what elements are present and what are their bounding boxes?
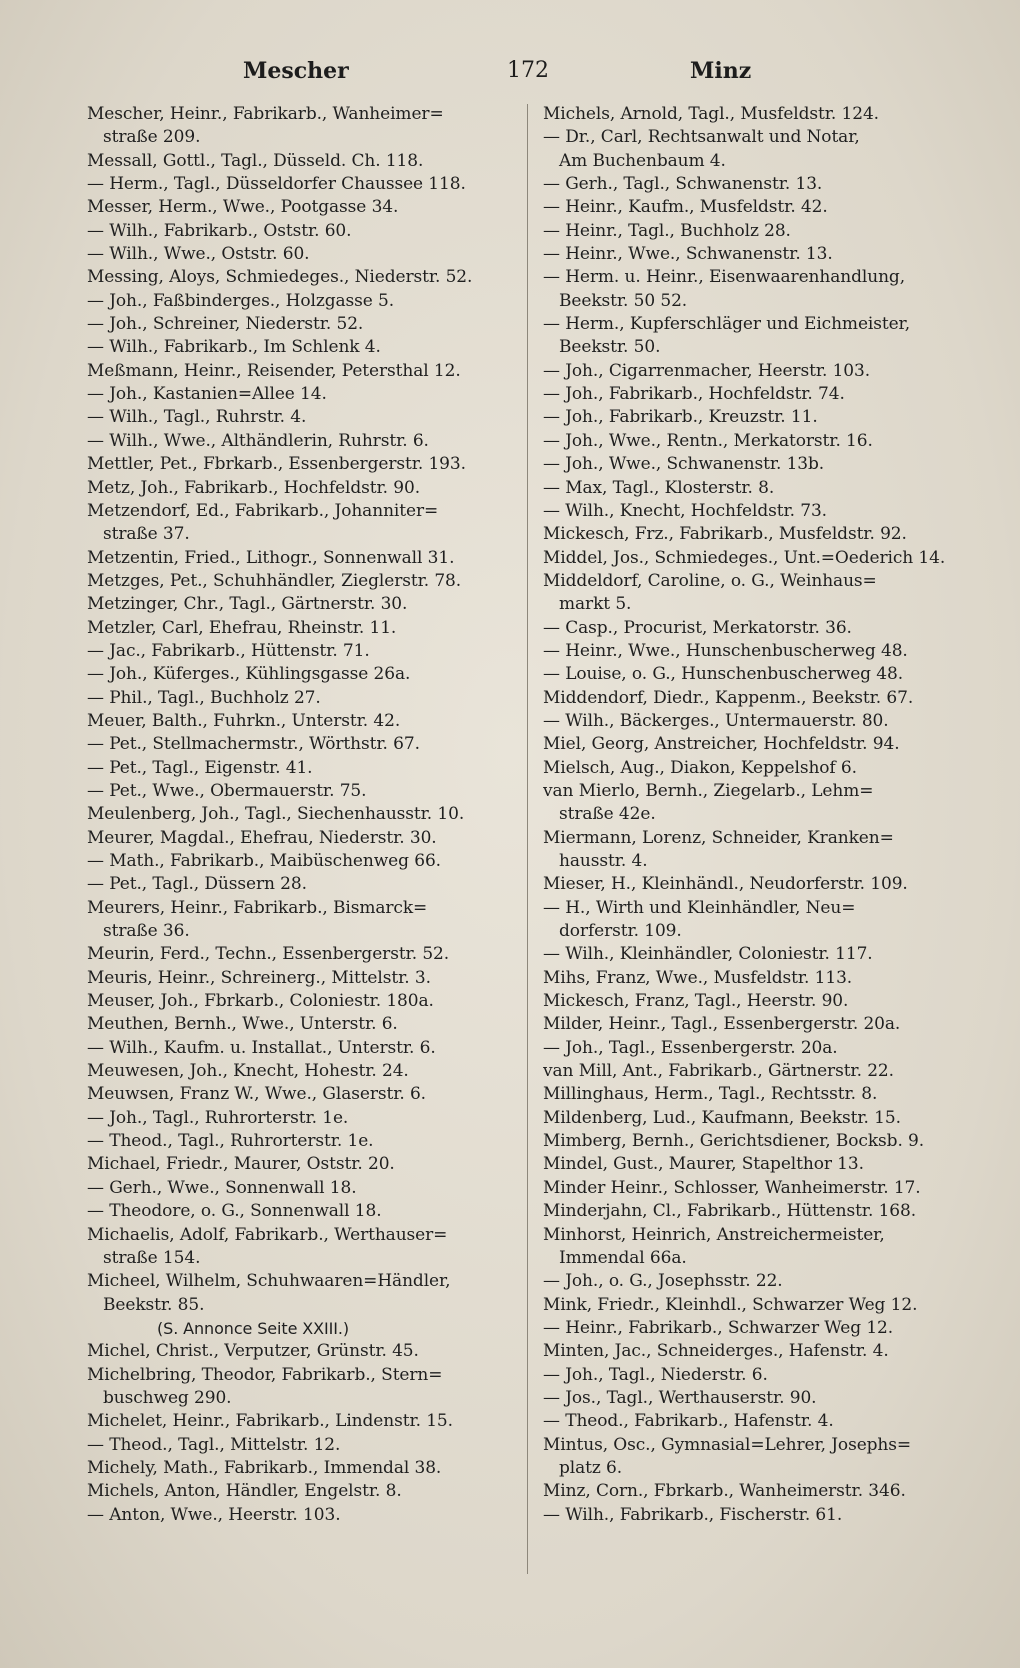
- directory-entry-line: Millinghaus, Herm., Tagl., Rechtsstr. 8.: [543, 1084, 878, 1105]
- directory-entry-line: — Joh., Kastanien=Allee 14.: [87, 384, 327, 405]
- directory-entry-line: Minten, Jac., Schneiderges., Hafenstr. 4.: [543, 1341, 889, 1362]
- directory-entry-line: Mimberg, Bernh., Gerichtsdiener, Bocksb. 9.: [543, 1131, 925, 1152]
- directory-entry-line: Metzinger, Chr., Tagl., Gärtnerstr. 30.: [87, 594, 408, 615]
- directory-entry-line: Mielsch, Aug., Diakon, Keppelshof 6.: [543, 757, 857, 778]
- header-left-catchword: Mescher: [243, 58, 349, 84]
- directory-entry-line: Meurers, Heinr., Fabrikarb., Bismarck=: [87, 897, 428, 918]
- directory-entry-line: — Joh., Wwe., Schwanenstr. 13b.: [543, 454, 825, 475]
- directory-entry-line: — Phil., Tagl., Buchholz 27.: [87, 687, 321, 708]
- directory-entry-line: — Max, Tagl., Klosterstr. 8.: [543, 477, 775, 498]
- directory-entry-line: — Pet., Stellmachermstr., Wörthstr. 67.: [87, 734, 420, 755]
- directory-entry-line: — Theodore, o. G., Sonnenwall 18.: [87, 1201, 382, 1222]
- directory-entry-line: Mindel, Gust., Maurer, Stapelthor 13.: [543, 1154, 864, 1175]
- directory-entry-line: platz 6.: [559, 1457, 623, 1478]
- directory-entry-line: — Joh., Fabrikarb., Kreuzstr. 11.: [543, 407, 818, 428]
- directory-entry-line: Michael, Friedr., Maurer, Oststr. 20.: [87, 1154, 395, 1175]
- directory-entry-line: — Wilh., Wwe., Oststr. 60.: [87, 244, 310, 265]
- directory-entry-line: — Wilh., Knecht, Hochfeldstr. 73.: [543, 500, 827, 521]
- directory-entry-line: Minderjahn, Cl., Fabrikarb., Hüttenstr. 168.: [543, 1201, 917, 1222]
- directory-entry-line: — Heinr., Tagl., Buchholz 28.: [543, 220, 791, 241]
- directory-entry-line: — Joh., Tagl., Ruhrorterstr. 1e.: [87, 1107, 349, 1128]
- directory-entry-line: — Jos., Tagl., Werthauserstr. 90.: [543, 1387, 817, 1408]
- directory-entry-line: Mihs, Franz, Wwe., Musfeldstr. 113.: [543, 967, 853, 988]
- directory-entry-line: — Heinr., Wwe., Schwanenstr. 13.: [543, 244, 833, 265]
- directory-entry-line: — Casp., Procurist, Merkatorstr. 36.: [543, 617, 852, 638]
- directory-entry-line: Meurer, Magdal., Ehefrau, Niederstr. 30.: [87, 827, 437, 848]
- directory-entry-line: Milder, Heinr., Tagl., Essenbergerstr. 20a.: [543, 1014, 901, 1035]
- directory-entry-line: Metzentin, Fried., Lithogr., Sonnenwall 31.: [87, 547, 455, 568]
- directory-entry-line: — Dr., Carl, Rechtsanwalt und Notar,: [543, 127, 860, 148]
- page-header: [0, 58, 1020, 90]
- directory-entry-line: Immendal 66a.: [559, 1247, 687, 1268]
- directory-entry-line: — H., Wirth und Kleinhändler, Neu=: [543, 897, 856, 918]
- directory-entry-line: — Theod., Fabrikarb., Hafenstr. 4.: [543, 1411, 834, 1432]
- directory-entry-line: — Pet., Wwe., Obermauerstr. 75.: [87, 780, 367, 801]
- directory-entry-line: straße 42e.: [559, 804, 656, 825]
- directory-entry-line: — Gerh., Wwe., Sonnenwall 18.: [87, 1177, 357, 1198]
- directory-entry-line: Messing, Aloys, Schmiedeges., Niederstr. 52.: [87, 267, 473, 288]
- directory-entry-line: Mink, Friedr., Kleinhdl., Schwarzer Weg 12.: [543, 1294, 918, 1315]
- directory-entry-line: Meßmann, Heinr., Reisender, Petersthal 12.: [87, 360, 461, 381]
- directory-entry-line: Michelet, Heinr., Fabrikarb., Lindenstr. 15.: [87, 1411, 453, 1432]
- directory-entry-line: markt 5.: [559, 594, 632, 615]
- directory-entry-line: Mildenberg, Lud., Kaufmann, Beekstr. 15.: [543, 1107, 901, 1128]
- directory-entry-line: — Gerh., Tagl., Schwanenstr. 13.: [543, 174, 823, 195]
- directory-entry-line: Meuthen, Bernh., Wwe., Unterstr. 6.: [87, 1014, 398, 1035]
- directory-entry-line: — Theod., Tagl., Mittelstr. 12.: [87, 1434, 341, 1455]
- directory-entry-line: straße 37.: [103, 524, 190, 545]
- directory-entry-line: — Joh., Küferges., Kühlingsgasse 26a.: [87, 664, 411, 685]
- directory-entry-line: Michaelis, Adolf, Fabrikarb., Werthauser=: [87, 1224, 448, 1245]
- directory-entry-line: Meuwsen, Franz W., Wwe., Glaserstr. 6.: [87, 1084, 426, 1105]
- directory-entry-line: Micheel, Wilhelm, Schuhwaaren=Händler,: [87, 1271, 451, 1292]
- directory-entry-line: — Wilh., Kaufm. u. Installat., Unterstr. 6.: [87, 1037, 436, 1058]
- directory-entry-line: — Joh., o. G., Josephsstr. 22.: [543, 1271, 783, 1292]
- directory-entry-line: Beekstr. 50.: [559, 337, 661, 358]
- directory-entry-line: Messer, Herm., Wwe., Pootgasse 34.: [87, 197, 399, 218]
- directory-entry-line: Meuser, Joh., Fbrkarb., Coloniestr. 180a.: [87, 991, 434, 1012]
- directory-entry-line: — Pet., Tagl., Düssern 28.: [87, 874, 307, 895]
- directory-entry-line: straße 36.: [103, 921, 190, 942]
- directory-entry-line: Messall, Gottl., Tagl., Düsseld. Ch. 118.: [87, 150, 424, 171]
- directory-entry-line: Mickesch, Franz, Tagl., Heerstr. 90.: [543, 991, 849, 1012]
- directory-entry-line: — Wilh., Tagl., Ruhrstr. 4.: [87, 407, 307, 428]
- directory-entry-line: — Joh., Tagl., Essenbergerstr. 20a.: [543, 1037, 838, 1058]
- directory-entry-line: — Heinr., Wwe., Hunschenbuscherweg 48.: [543, 640, 908, 661]
- directory-entry-line: Beekstr. 85.: [103, 1294, 205, 1315]
- directory-entry-line: — Louise, o. G., Hunschenbuscherweg 48.: [543, 664, 904, 685]
- right-column: [543, 103, 978, 1527]
- directory-entry-line: Am Buchenbaum 4.: [559, 150, 726, 171]
- directory-entry-line: — Wilh., Wwe., Althändlerin, Ruhrstr. 6.: [87, 430, 429, 451]
- directory-entry-line: Minz, Corn., Fbrkarb., Wanheimerstr. 346.: [543, 1481, 906, 1502]
- annotation-line: (S. Annonce Seite XXIII.): [157, 1318, 350, 1338]
- directory-entry-line: — Joh., Schreiner, Niederstr. 52.: [87, 314, 364, 335]
- directory-entry-line: — Pet., Tagl., Eigenstr. 41.: [87, 757, 313, 778]
- directory-entry-line: Mescher, Heinr., Fabrikarb., Wanheimer=: [87, 104, 444, 124]
- directory-entry-line: Minhorst, Heinrich, Anstreichermeister,: [543, 1224, 885, 1245]
- directory-entry-line: hausstr. 4.: [559, 851, 648, 871]
- directory-entry-line: — Anton, Wwe., Heerstr. 103.: [87, 1504, 341, 1525]
- directory-entry-line: — Joh., Fabrikarb., Hochfeldstr. 74.: [543, 384, 845, 405]
- directory-entry-line: Meuwesen, Joh., Knecht, Hohestr. 24.: [87, 1061, 409, 1082]
- directory-entry-line: — Wilh., Fabrikarb., Oststr. 60.: [87, 220, 352, 241]
- directory-entry-line: Michelbring, Theodor, Fabrikarb., Stern=: [87, 1364, 443, 1385]
- directory-entry-line: buschweg 290.: [103, 1387, 232, 1408]
- directory-entry-line: straße 154.: [103, 1247, 201, 1268]
- directory-entry-line: van Mill, Ant., Fabrikarb., Gärtnerstr. 22.: [543, 1061, 894, 1082]
- directory-entry-line: Middeldorf, Caroline, o. G., Weinhaus=: [543, 570, 877, 591]
- directory-entry-line: — Jac., Fabrikarb., Hüttenstr. 71.: [87, 640, 370, 661]
- directory-entry-line: Michel, Christ., Verputzer, Grünstr. 45.: [87, 1341, 419, 1362]
- directory-entry-line: Mickesch, Frz., Fabrikarb., Musfeldstr. 92.: [543, 524, 907, 545]
- directory-entry-line: Meuer, Balth., Fuhrkn., Unterstr. 42.: [87, 710, 401, 731]
- directory-entry-line: — Herm., Tagl., Düsseldorfer Chaussee 118.: [87, 174, 466, 195]
- directory-entry-line: — Wilh., Kleinhändler, Coloniestr. 117.: [543, 944, 873, 965]
- directory-entry-line: — Theod., Tagl., Ruhrorterstr. 1e.: [87, 1131, 374, 1152]
- directory-entry-line: — Wilh., Fabrikarb., Im Schlenk 4.: [87, 337, 381, 358]
- directory-entry-line: Minder Heinr., Schlosser, Wanheimerstr. 17.: [543, 1177, 921, 1198]
- directory-entry-line: — Herm., Kupferschläger und Eichmeister,: [543, 314, 911, 335]
- directory-entry-line: Metz, Joh., Fabrikarb., Hochfeldstr. 90.: [87, 477, 421, 498]
- column-divider: [527, 104, 528, 1574]
- header-right-catchword: Minz: [690, 58, 752, 84]
- directory-entry-line: Metzendorf, Ed., Fabrikarb., Johanniter=: [87, 500, 439, 521]
- directory-entry-line: Meurin, Ferd., Techn., Essenbergerstr. 52.: [87, 944, 450, 965]
- directory-entry-line: dorferstr. 109.: [559, 921, 682, 942]
- directory-entry-line: — Heinr., Kaufm., Musfeldstr. 42.: [543, 197, 828, 218]
- directory-entry-line: Michely, Math., Fabrikarb., Immendal 38.: [87, 1457, 442, 1478]
- directory-entry-line: Middendorf, Diedr., Kappenm., Beekstr. 67.: [543, 687, 914, 708]
- directory-entry-line: Mieser, H., Kleinhändl., Neudorferstr. 109.: [543, 874, 908, 895]
- directory-entry-line: — Joh., Cigarrenmacher, Heerstr. 103.: [543, 360, 871, 381]
- directory-entry-line: Metzler, Carl, Ehefrau, Rheinstr. 11.: [87, 617, 397, 638]
- left-column: [87, 103, 519, 1527]
- directory-entry-line: Michels, Anton, Händler, Engelstr. 8.: [87, 1481, 402, 1502]
- directory-entry-line: — Math., Fabrikarb., Maibüschenweg 66.: [87, 851, 441, 871]
- directory-entry-line: — Herm. u. Heinr., Eisenwaarenhandlung,: [543, 267, 906, 288]
- directory-entry-line: Beekstr. 50 52.: [559, 290, 688, 311]
- page-number: 172: [507, 58, 549, 83]
- directory-entry-line: — Wilh., Fabrikarb., Fischerstr. 61.: [543, 1504, 843, 1525]
- directory-entry-line: Miel, Georg, Anstreicher, Hochfeldstr. 94.: [543, 734, 900, 755]
- directory-entry-line: Meuris, Heinr., Schreinerg., Mittelstr. 3.: [87, 967, 431, 988]
- directory-entry-line: — Joh., Tagl., Niederstr. 6.: [543, 1364, 768, 1385]
- directory-entry-line: Metzges, Pet., Schuhhändler, Zieglerstr. 78.: [87, 570, 462, 591]
- directory-entry-line: Middel, Jos., Schmiedeges., Unt.=Oederich 14.: [543, 547, 946, 568]
- directory-entry-line: — Joh., Faßbinderges., Holzgasse 5.: [87, 290, 395, 311]
- directory-entry-line: Miermann, Lorenz, Schneider, Kranken=: [543, 827, 894, 848]
- directory-entry-line: — Heinr., Fabrikarb., Schwarzer Weg 12.: [543, 1317, 894, 1338]
- directory-entry-line: Michels, Arnold, Tagl., Musfeldstr. 124.: [543, 104, 879, 124]
- directory-entry-line: Mintus, Osc., Gymnasial=Lehrer, Josephs=: [543, 1434, 912, 1455]
- directory-entry-line: — Wilh., Bäckerges., Untermauerstr. 80.: [543, 710, 889, 731]
- directory-entry-line: Mettler, Pet., Fbrkarb., Essenbergerstr. 193.: [87, 454, 466, 475]
- directory-entry-line: van Mierlo, Bernh., Ziegelarb., Lehm=: [543, 780, 874, 801]
- directory-entry-line: Meulenberg, Joh., Tagl., Siechenhausstr. 10.: [87, 804, 465, 825]
- directory-entry-line: — Joh., Wwe., Rentn., Merkatorstr. 16.: [543, 430, 873, 451]
- directory-entry-line: straße 209.: [103, 127, 201, 148]
